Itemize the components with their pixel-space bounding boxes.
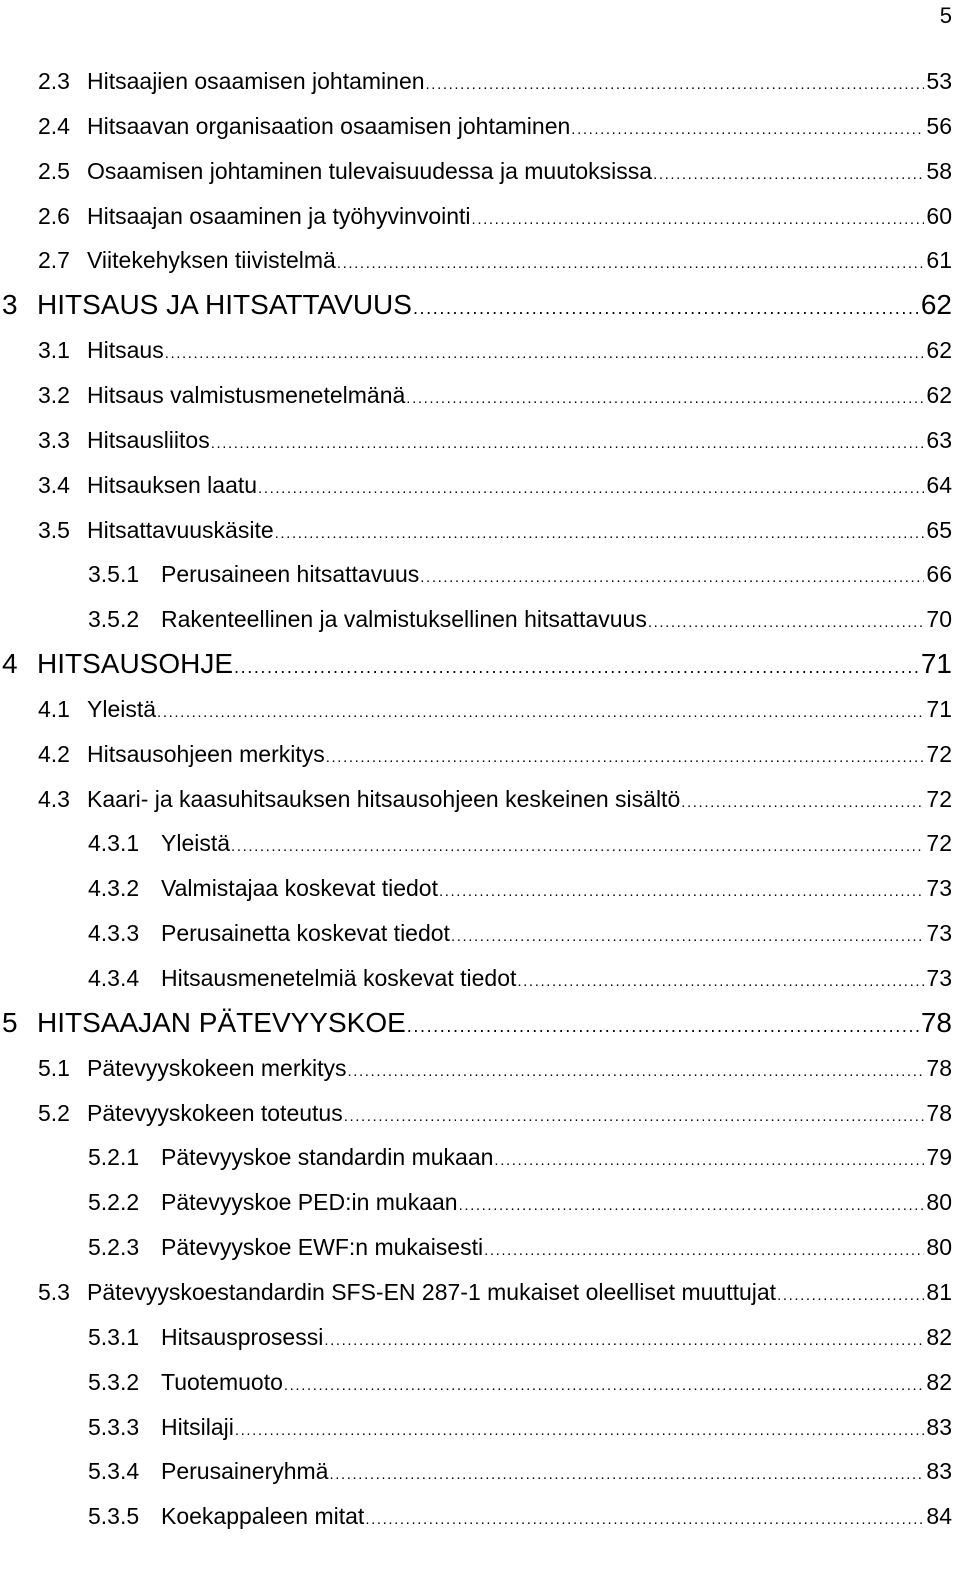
toc-entry-number: 4.3 <box>38 785 70 812</box>
toc-entry-number: 5.3.2 <box>88 1368 140 1395</box>
toc-entry-number: 5.3.5 <box>88 1503 140 1530</box>
toc-entry[interactable] <box>0 964 952 996</box>
toc-entry-page: 66 <box>926 561 952 588</box>
toc-entry[interactable] <box>0 695 952 727</box>
toc-entry-number: 4 <box>2 648 18 680</box>
toc-entry-number: 5.2.2 <box>88 1189 140 1216</box>
toc-entry[interactable] <box>0 1502 952 1534</box>
toc-entry-page: 83 <box>926 1413 952 1440</box>
toc-entry[interactable] <box>0 785 952 817</box>
toc-entry-page: 82 <box>926 1368 952 1395</box>
toc-entry[interactable] <box>0 1054 952 1086</box>
toc-entry-title: Pätevyyskoestandardin SFS-EN 287-1 mukaiset oleelliset muuttujat <box>87 1278 777 1305</box>
toc-entry-page: 62 <box>926 337 952 364</box>
toc-entry-page: 81 <box>926 1278 952 1305</box>
toc-dot-leader <box>234 650 919 684</box>
toc-dot-leader <box>284 1372 925 1400</box>
toc-entry[interactable] <box>0 1233 952 1265</box>
toc-entry[interactable] <box>0 560 952 592</box>
toc-dot-leader <box>517 968 924 996</box>
toc-dot-leader <box>231 833 924 861</box>
toc-dot-leader <box>347 1058 924 1086</box>
toc-entry[interactable] <box>0 112 952 144</box>
toc-entry-number: 2.3 <box>38 68 70 94</box>
toc-entry-page: 63 <box>926 426 952 453</box>
toc-entry-title: Yleistä <box>87 695 157 722</box>
toc-entry[interactable] <box>0 829 952 861</box>
toc-entry-page: 78 <box>926 1099 952 1126</box>
toc-entry-title: Kaari- ja kaasuhitsauksen hitsausohjeen keskeinen sisältö <box>87 785 681 812</box>
toc-entry-page: 71 <box>920 648 952 680</box>
toc-entry-title: Pätevyyskoe standardin mukaan <box>161 1144 494 1171</box>
toc-entry-page: 62 <box>920 289 952 321</box>
toc-entry-number: 4.3.1 <box>88 830 140 857</box>
toc-entry[interactable] <box>0 919 952 951</box>
toc-entry[interactable] <box>0 288 952 325</box>
toc-entry[interactable] <box>0 1188 952 1220</box>
toc-entry-page: 64 <box>926 471 952 498</box>
toc-entry-page: 70 <box>926 606 952 633</box>
toc-entry-page: 83 <box>926 1458 952 1485</box>
toc-dot-leader <box>413 291 919 325</box>
toc-entry-number: 5.3.1 <box>88 1323 140 1350</box>
toc-entry-number: 3.5.1 <box>88 561 140 588</box>
toc-entry-title: Hitsausprosessi <box>161 1323 324 1350</box>
toc-entry[interactable] <box>0 202 952 234</box>
toc-entry-number: 2.7 <box>38 247 70 274</box>
toc-entry-page: 80 <box>926 1234 952 1261</box>
toc-entry-page: 79 <box>926 1144 952 1171</box>
toc-entry-title: Koekappaleen mitat <box>161 1503 365 1530</box>
toc-dot-leader <box>406 385 924 413</box>
toc-entry-page: 60 <box>926 202 952 229</box>
toc-entry-number: 5.2 <box>38 1099 70 1126</box>
toc-dot-leader <box>324 1327 924 1355</box>
toc-dot-leader <box>337 250 925 278</box>
toc-entry-title: Hitsausliitos <box>87 426 210 453</box>
toc-dot-leader <box>258 475 924 503</box>
toc-entry-title: Pätevyyskoe EWF:n mukaisesti <box>161 1234 484 1261</box>
toc-entry-number: 2.5 <box>38 157 70 184</box>
toc-entry-title: Perusaineen hitsattavuus <box>161 561 420 588</box>
toc-entry-number: 3.3 <box>38 426 70 453</box>
toc-entry-number: 5.3 <box>38 1278 70 1305</box>
toc-entry-number: 5.1 <box>38 1054 70 1081</box>
toc-entry-title: Pätevyyskokeen merkitys <box>87 1054 347 1081</box>
toc-dot-leader <box>365 1506 924 1534</box>
toc-entry-page: 62 <box>926 381 952 408</box>
toc-entry-title: Hitsaus <box>87 337 164 364</box>
toc-dot-leader <box>681 789 924 817</box>
toc-dot-leader <box>165 340 925 368</box>
toc-entry[interactable] <box>0 1278 952 1310</box>
toc-entry-page: 73 <box>926 875 952 902</box>
toc-entry-title: Hitsilaji <box>161 1413 234 1440</box>
toc-dot-leader <box>484 1237 924 1265</box>
toc-entry-number: 3.4 <box>38 471 70 498</box>
toc-dot-leader <box>275 520 925 548</box>
toc-dot-leader <box>777 1282 924 1310</box>
toc-entry-number: 3.5.2 <box>88 606 140 633</box>
toc-entry-title: Hitsauksen laatu <box>87 471 258 498</box>
toc-entry-title: Hitsaus valmistusmenetelmänä <box>87 381 406 408</box>
toc-entry-title: Pätevyyskoe PED:in mukaan <box>161 1189 458 1216</box>
toc-entry-number: 4.3.3 <box>88 920 140 947</box>
toc-entry[interactable] <box>0 1413 952 1445</box>
toc-dot-leader <box>451 923 924 951</box>
toc-entry-page: 84 <box>926 1503 952 1530</box>
toc-entry-title: Hitsausohjeen merkitys <box>87 740 325 767</box>
toc-dot-leader <box>329 1461 924 1489</box>
toc-entry-number: 2.6 <box>38 202 70 229</box>
toc-entry[interactable] <box>0 246 952 278</box>
toc-entry-title: Hitsattavuuskäsite <box>87 516 274 543</box>
toc-entry[interactable] <box>0 1006 952 1043</box>
toc-entry-title: Hitsaajien osaamisen johtaminen <box>87 68 425 94</box>
toc-dot-leader <box>459 1192 925 1220</box>
toc-entry-number: 4.3.4 <box>88 965 140 991</box>
toc-entry[interactable] <box>0 471 952 503</box>
toc-entry-title: Perusainetta koskevat tiedot <box>161 920 450 947</box>
toc-entry-title: Viitekehyksen tiivistelmä <box>87 247 336 274</box>
toc-entry-page: 53 <box>926 68 952 94</box>
toc-entry-number: 3.5 <box>38 516 70 543</box>
toc-entry[interactable] <box>0 874 952 906</box>
toc-dot-leader <box>648 609 925 637</box>
toc-entry-number: 3 <box>2 289 18 321</box>
toc-entry-number: 2.4 <box>38 112 70 139</box>
toc-entry[interactable] <box>0 740 952 772</box>
toc-entry-title: Yleistä <box>161 830 231 857</box>
toc-entry[interactable] <box>0 381 952 413</box>
toc-entry[interactable] <box>0 647 952 684</box>
toc-entry-number: 4.2 <box>38 740 70 767</box>
toc-dot-leader <box>494 1147 924 1175</box>
toc-entry-page: 61 <box>926 247 952 274</box>
toc-entry[interactable] <box>0 516 952 548</box>
toc-entry[interactable] <box>0 157 952 189</box>
toc-entry-title: Osaamisen johtaminen tulevaisuudessa ja muutoksissa <box>87 157 653 184</box>
toc-entry-page: 71 <box>926 695 952 722</box>
toc-entry-page: 78 <box>926 1054 952 1081</box>
toc-entry[interactable] <box>0 605 952 637</box>
page-number: 5 <box>939 3 952 28</box>
toc-entry-title: Tuotemuoto <box>161 1368 283 1395</box>
toc-dot-leader <box>439 878 924 906</box>
toc-entry[interactable] <box>0 1323 952 1355</box>
toc-dot-leader <box>157 699 924 727</box>
toc-dot-leader <box>571 116 924 144</box>
toc-entry[interactable] <box>0 1143 952 1175</box>
toc-entry-title: Rakenteellinen ja valmistuksellinen hitsattavuus <box>161 606 647 633</box>
toc-entry-page: 82 <box>926 1323 952 1350</box>
toc-entry-page: 56 <box>926 112 952 139</box>
toc-entry-number: 4.3.2 <box>88 875 140 902</box>
toc-dot-leader <box>472 206 925 234</box>
toc-dot-leader <box>211 430 925 458</box>
toc-entry-page: 65 <box>926 516 952 543</box>
toc-entry-title: HITSAUSOHJE <box>37 648 234 680</box>
toc-entry-number: 4.1 <box>38 695 70 722</box>
toc-entry[interactable] <box>0 1368 952 1400</box>
toc-entry-page: 73 <box>926 920 952 947</box>
toc-dot-leader <box>235 1417 925 1445</box>
toc-entry-page: 72 <box>926 785 952 812</box>
toc-entry-page: 72 <box>926 830 952 857</box>
toc-entry-title: HITSAAJAN PÄTEVYYSKOE <box>37 1006 406 1038</box>
toc-dot-leader <box>420 564 924 592</box>
toc-entry[interactable] <box>0 426 952 458</box>
toc-entry-title: Hitsausmenetelmiä koskevat tiedot <box>161 965 517 991</box>
toc-entry-title: HITSAUS JA HITSATTAVUUS <box>37 289 412 321</box>
toc-entry-number: 5 <box>2 1006 18 1038</box>
toc-dot-leader <box>653 161 924 189</box>
toc-entry-page: 80 <box>926 1189 952 1216</box>
toc-entry-title: Hitsaavan organisaation osaamisen johtaminen <box>87 112 571 139</box>
toc-entry[interactable] <box>0 1099 952 1131</box>
toc-entry-page: 73 <box>926 965 952 991</box>
toc-dot-leader <box>326 744 925 772</box>
toc-entry-title: Pätevyyskokeen toteutus <box>87 1099 343 1126</box>
toc-entry-number: 3.2 <box>38 381 70 408</box>
toc-entry-number: 5.2.1 <box>88 1144 140 1171</box>
toc-entry-number: 5.2.3 <box>88 1234 140 1261</box>
toc-entry-page: 78 <box>920 1006 952 1038</box>
toc-entry-title: Valmistajaa koskevat tiedot <box>161 875 438 902</box>
toc-entry[interactable] <box>0 67 952 99</box>
toc-entry-page: 58 <box>926 157 952 184</box>
toc-entry-title: Hitsaajan osaaminen ja työhyvinvointi <box>87 202 471 229</box>
toc-entry-page: 72 <box>926 740 952 767</box>
toc-dot-leader <box>426 71 925 99</box>
toc-entry-number: 5.3.3 <box>88 1413 140 1440</box>
toc-dot-leader <box>407 1009 919 1043</box>
toc-entry[interactable] <box>0 1457 952 1489</box>
toc-entry[interactable] <box>0 336 952 368</box>
toc-entry-number: 3.1 <box>38 337 70 364</box>
toc-entry-title: Perusaineryhmä <box>161 1458 329 1485</box>
toc-dot-leader <box>344 1103 925 1131</box>
toc-entry-number: 5.3.4 <box>88 1458 140 1485</box>
